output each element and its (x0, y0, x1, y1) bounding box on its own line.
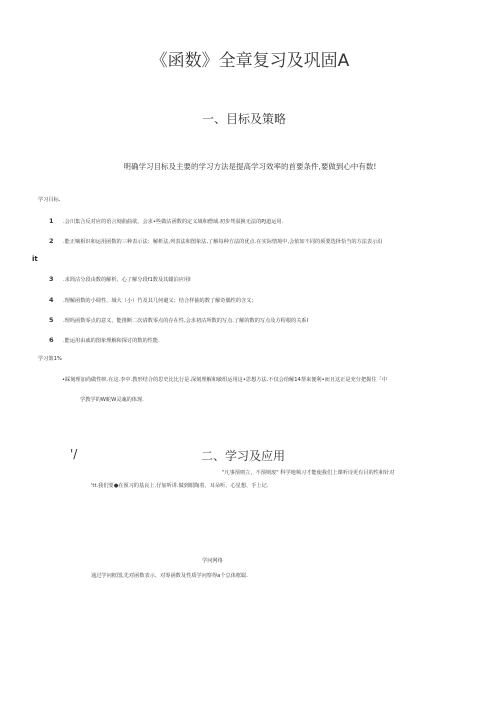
section-2-mark: '/ (70, 447, 78, 461)
goal-item-6 (49, 336, 160, 344)
preview-quote-line-2: 'tt.我们要●在预习的基良上.仔加听讲.做到眼陶着、耳朵听、心星想、手上记. (91, 483, 269, 489)
goal-number: 2 (49, 237, 54, 245)
goal-text: .会川集合反对应的语言刻曲曲欲，会求•些做沽函数的定义域和僧域.初步驾驭换无法的PJ道运用. (63, 219, 284, 225)
section-1-heading: 一、目标及策略 (202, 112, 287, 126)
strategy-line-1: •踩刻理加尚做性帜.在这.李中.教形结合的思史比比行是.深刻理解和敏组运用这•思想方法.不仅会给解14帮来便利•而且这正是充分把握住「中 (62, 377, 387, 383)
goal-text: .理解函数的小调性、域大（小）竹及其几何避义；结合样抽的数了解奇偶性的含义； (63, 298, 257, 304)
goal-item-3 (49, 275, 191, 283)
goal-number: 1 (49, 217, 54, 225)
strategy-line-2: 学教学的W蛇W灵魂的体现. (80, 397, 144, 403)
goal-item-2 (49, 237, 383, 245)
goal-item-4 (49, 296, 257, 304)
network-text: 通过学问框图,先对函数表示、对筹函数及性质学问察得a个总体框聪. (91, 573, 248, 579)
goal-2-continuation: it (32, 255, 38, 263)
section-2-heading: 二、学习及应用 (201, 449, 286, 463)
goal-text: .能正嘀相识和运用函数的三种表示法：解析法,列表法和图象法,了解每种方法的优点.在实际情境中,会依如不同的须要选择恰当的方法表示沿 (63, 239, 383, 245)
goals-label: 学习目标, (38, 197, 61, 203)
strategy-label: 学习策1% (38, 356, 62, 362)
goal-number: 6 (49, 336, 54, 344)
goal-number: 5 (49, 316, 54, 324)
goal-item-1 (49, 217, 283, 225)
page-title: 《函数》全章复习及巩固A (150, 51, 350, 71)
preview-quote-line-1: "凡事预则立，不预则废" 科学地频习才能使我们上课听诗更有目的性和针对 (222, 470, 395, 476)
goal-number: 3 (49, 275, 54, 283)
goal-text: .求简沽分段由数的解析，心了解分段f1数及其蜡泊应用I (63, 277, 191, 283)
goal-text: .理吗函数零点的意义，能推断二次请数零点的存在性,会求初沽所数的写点.了解的数的写点及方程根的关系I (63, 318, 309, 324)
goal-item-5 (49, 316, 308, 324)
goal-number: 4 (49, 296, 54, 304)
network-label: 学问网络 (202, 558, 223, 564)
section-1-intro: 明确学习目标及主要的学习方法是提高学习效率的首要条件,要做到心中有数! (123, 162, 377, 171)
goal-text: .能运用由戚的图象理解和探讨的数的性能. (63, 338, 160, 344)
